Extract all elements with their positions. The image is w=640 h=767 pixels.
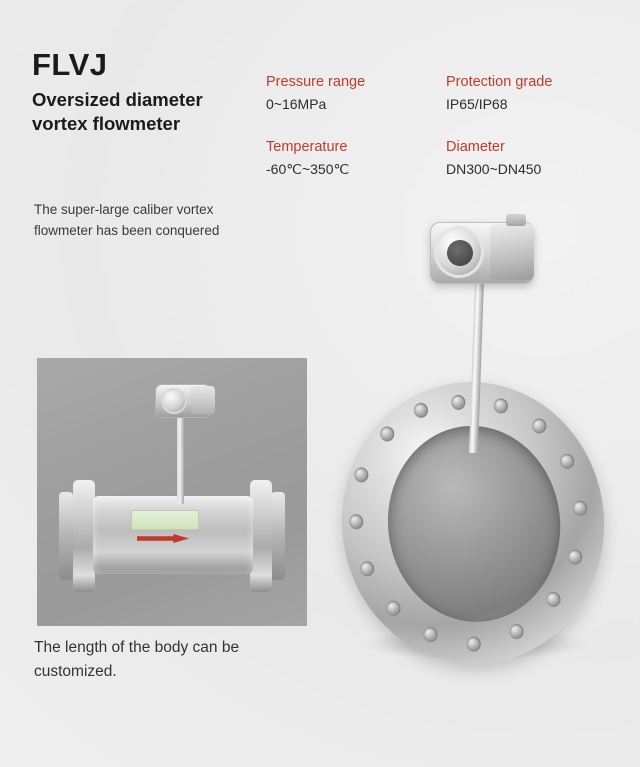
- flange-bolt-hole: [559, 453, 574, 469]
- transmitter-dial-shape: [161, 388, 187, 414]
- transmitter-junction-box-shape-large: [490, 224, 534, 280]
- transmitter-stem-shape: [177, 414, 184, 504]
- spec-grid: [266, 72, 636, 179]
- flange-bolt-hole: [451, 394, 466, 410]
- product-subtitle: Oversized diameter vortex flowmeter: [32, 89, 203, 134]
- flange-bolt-hole: [379, 426, 394, 442]
- transmitter-cable-gland-shape: [506, 214, 526, 226]
- spec-item-protection-grade: [446, 72, 636, 115]
- product-description: The super-large caliber vortex flowmeter has been conquered: [34, 202, 220, 238]
- flange-bolt-hole: [531, 418, 546, 434]
- flange-bolt-hole: [354, 467, 369, 483]
- page-title: FLVJ: [32, 47, 108, 82]
- spec-item-diameter: [446, 137, 636, 180]
- flange-bolt-hole: [466, 636, 481, 652]
- flange-bolt-hole: [567, 549, 582, 565]
- product-photo-small: [37, 358, 307, 626]
- pipe-flange-end-right-shape: [271, 492, 285, 580]
- spec-label: Diameter: [446, 138, 505, 155]
- spec-value: IP65/IP68: [446, 96, 508, 113]
- flange-bolt-hole: [509, 623, 524, 639]
- pipe-flange-right-shape: [250, 480, 272, 592]
- pipe-nameplate-shape: [131, 510, 199, 530]
- flange-bolt-hole: [386, 600, 401, 616]
- transmitter-dial-shape-large: [434, 226, 484, 278]
- spec-value: DN300~DN450: [446, 160, 542, 177]
- flange-bolt-hole: [546, 591, 561, 607]
- pipe-flange-left-shape: [73, 480, 95, 592]
- flange-bolt-hole: [572, 500, 587, 516]
- flange-bolt-hole: [348, 514, 363, 530]
- spec-item-temperature: [266, 137, 446, 180]
- spec-label: Protection grade: [446, 74, 553, 90]
- brand-block: [32, 48, 282, 135]
- photo-caption: The length of the body can be customized.: [34, 639, 240, 681]
- flange-bolt-hole: [413, 402, 428, 418]
- spec-label: Temperature: [266, 138, 348, 155]
- transmitter-junction-box-shape: [191, 386, 215, 414]
- spec-value: -60℃~350℃: [266, 160, 350, 177]
- product-photo-large: [330, 210, 630, 690]
- spec-label: Pressure range: [266, 74, 366, 90]
- pipe-body-shape: [93, 496, 253, 574]
- spec-value: 0~16MPa: [266, 96, 327, 113]
- flange-bolt-hole: [493, 398, 508, 414]
- flange-bolt-hole: [423, 626, 438, 642]
- pipe-flange-end-left-shape: [59, 492, 73, 580]
- spec-item-pressure-range: [266, 72, 446, 115]
- flange-bolt-hole: [359, 561, 374, 577]
